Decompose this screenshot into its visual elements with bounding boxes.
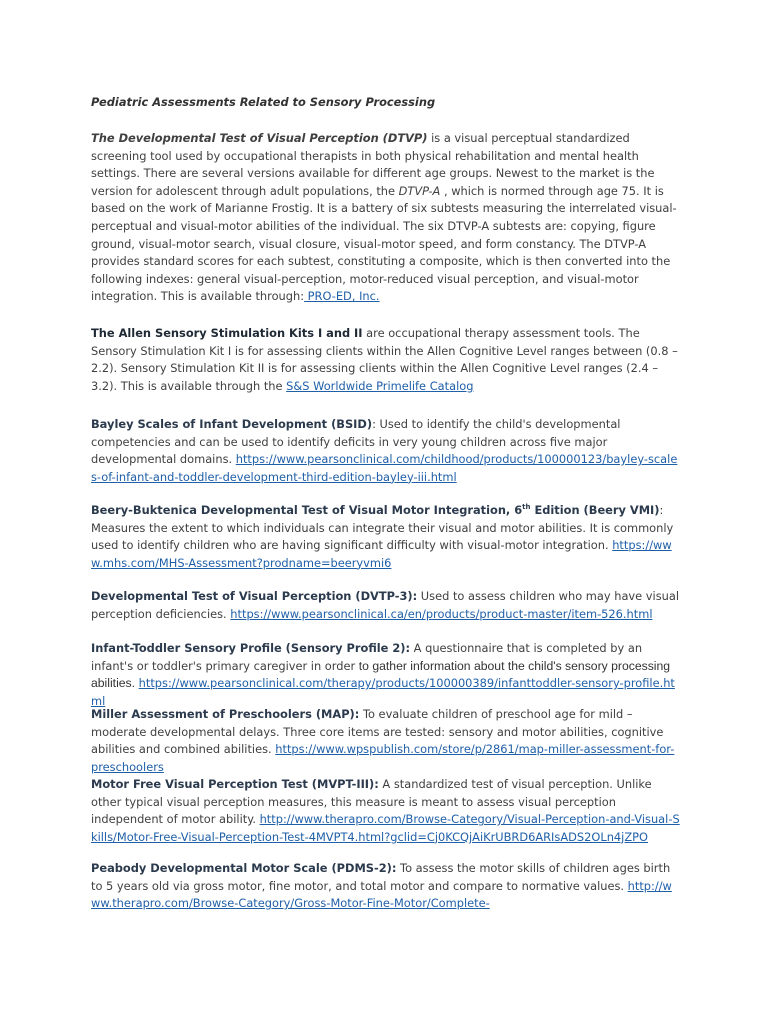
sensory-profile-heading: Infant-Toddler Sensory Profile (Sensory Profile 2): xyxy=(91,641,411,655)
beery-heading: Beery-Buktenica Developmental Test of Visual Motor Integration, 6th Edition (Beery VMI) xyxy=(91,503,660,517)
allen-heading: The Allen Sensory Stimulation Kits I and II xyxy=(91,326,363,340)
beery-paragraph: Beery-Buktenica Developmental Test of Visual Motor Integration, 6th Edition (Beery VMI): Measures the extent to which individuals can integrate their visual and motor abilities. It is commonly used to identify children who are having significant difficulty with visual-motor integration. https://www.mhs.com/MHS-Assessment?prodname=beeryvmi6 xyxy=(91,503,674,570)
document-content xyxy=(91,94,681,911)
dtvp-paragraph: The Developmental Test of Visual Perception (DTVP) is a visual perceptual standardized screening tool used by occupational therapists in both physical rehabilitation and mental health settings. There are several versions available for different age groups. Newest to the market is the version for adolescent through adult populations, the DTVP-A , which is normed through age 75. It is based on the work of Marianne Frostig. It is a battery of six subtests measuring the interrelated visual-perceptual and visual-motor abilities of the individual. The six DTVP-A subtests are: copying, figure ground, visual-motor search, visual closure, visual-motor speed, and form constancy. The DTVP-A provides standard scores for each subtest, constituting a composite, which is then converted into the following indexes: general visual-perception, motor-reduced visual perception, and visual-motor integration. This is available through: PRO-ED, Inc. xyxy=(91,131,677,304)
sensory-profile-paragraph: Infant-Toddler Sensory Profile (Sensory Profile 2): A questionnaire that is completed by an infant's or toddler's primary caregiver in order to gather information about the child's sensory processing abilities. https://www.pearsonclinical.com/therapy/products/100000389/infanttoddler-sensory-profile.html xyxy=(91,641,675,708)
map-link[interactable]: https://www.wpspublish.com/store/p/2861/map-miller-assessment-for-preschoolers xyxy=(91,742,675,774)
pdms-paragraph: Peabody Developmental Motor Scale (PDMS-2): To assess the motor skills of children ages birth to 5 years old via gross motor, fine motor, and total motor and compare to normative values. http://www.therapro.com/Browse-Category/Gross-Motor-Fine-Motor/Complete- xyxy=(91,861,672,911)
map-paragraph: Miller Assessment of Preschoolers (MAP): To evaluate children of preschool age for mild – moderate developmental delays. Three core items are tested: sensory and motor abilities, cognitive abilities and combined abilities. https://www.wpspublish.com/store/p/2861/map-miller-assessment-for-preschoolers xyxy=(91,707,675,774)
bayley-link[interactable]: https://www.pearsonclinical.com/childhood/products/100000123/bayley-scales-of-infant-and-toddler-development-third-edition-bayley-iii.html xyxy=(91,452,678,484)
dvtp3-link[interactable]: https://www.pearsonclinical.ca/en/products/product-master/item-526.html xyxy=(230,606,653,621)
sensory-profile-link[interactable]: https://www.pearsonclinical.com/therapy/products/100000389/infanttoddler-sensory-profile.html xyxy=(91,676,675,708)
map-heading: Miller Assessment of Preschoolers (MAP): xyxy=(91,707,360,721)
bayley-heading: Bayley Scales of Infant Development (BSID) xyxy=(91,417,373,431)
pdms-heading: Peabody Developmental Motor Scale (PDMS-2): xyxy=(91,861,397,875)
mvpt-heading: Motor Free Visual Perception Test (MVPT-III): xyxy=(91,777,379,791)
dvtp3-paragraph: Developmental Test of Visual Perception (DVTP-3): Used to assess children who may have visual perception deficiencies. https://www.pearsonclinical.ca/en/products/product-master/item-526.html xyxy=(91,589,679,621)
mvpt-paragraph: Motor Free Visual Perception Test (MVPT-III): A standardized test of visual perception. Unlike other typical visual perception measures, this measure is meant to assess visual perception independent of motor ability. http://www.therapro.com/Browse-Category/Visual-Perception-and-Visual-Skills/Motor-Free-Visual-Perception-Test-4MVPT4.html?gclid=Cj0KCQjAiKrUBRD6ARIsADS2OLn4jZPO xyxy=(91,777,680,844)
bayley-paragraph: Bayley Scales of Infant Development (BSID): Used to identify the child's developmental competencies and can be used to identify deficits in very young children across five major developmental domains. https://www.pearsonclinical.com/childhood/products/100000123/bayley-scales-of-infant-and-toddler-development-third-edition-bayley-iii.html xyxy=(91,417,678,484)
beery-link[interactable]: https://www.mhs.com/MHS-Assessment?prodname=beeryvmi6 xyxy=(91,538,672,570)
pro-ed-link[interactable]: PRO-ED, Inc. xyxy=(304,289,380,304)
ss-worldwide-link[interactable]: S&S Worldwide Primelife Catalog xyxy=(286,378,474,393)
dtvp-heading: The Developmental Test of Visual Perception (DTVP) xyxy=(91,131,428,145)
dvtp3-heading: Developmental Test of Visual Perception (DVTP-3): xyxy=(91,589,418,603)
allen-paragraph: The Allen Sensory Stimulation Kits I and II are occupational therapy assessment tools. The Sensory Stimulation Kit I is for assessing clients within the Allen Cognitive Level ranges between (0.8 – 2.2). Sensory Stimulation Kit II is for assessing clients within the Allen Cognitive Level ranges (2.4 – 3.2). This is available through the S&S Worldwide Primelife Catalog xyxy=(91,326,678,393)
page-title: Pediatric Assessments Related to Sensory Processing xyxy=(91,95,436,109)
mvpt-link[interactable]: http://www.therapro.com/Browse-Category/Visual-Perception-and-Visual-Skills/Motor-Free-Visual-Perception-Test-4MVPT4.html?gclid=Cj0KCQjAiKrUBRD6ARIsADS2OLn4jZPO xyxy=(91,812,680,844)
pdms-link[interactable]: http://www.therapro.com/Browse-Category/Gross-Motor-Fine-Motor/Complete- xyxy=(91,878,672,911)
